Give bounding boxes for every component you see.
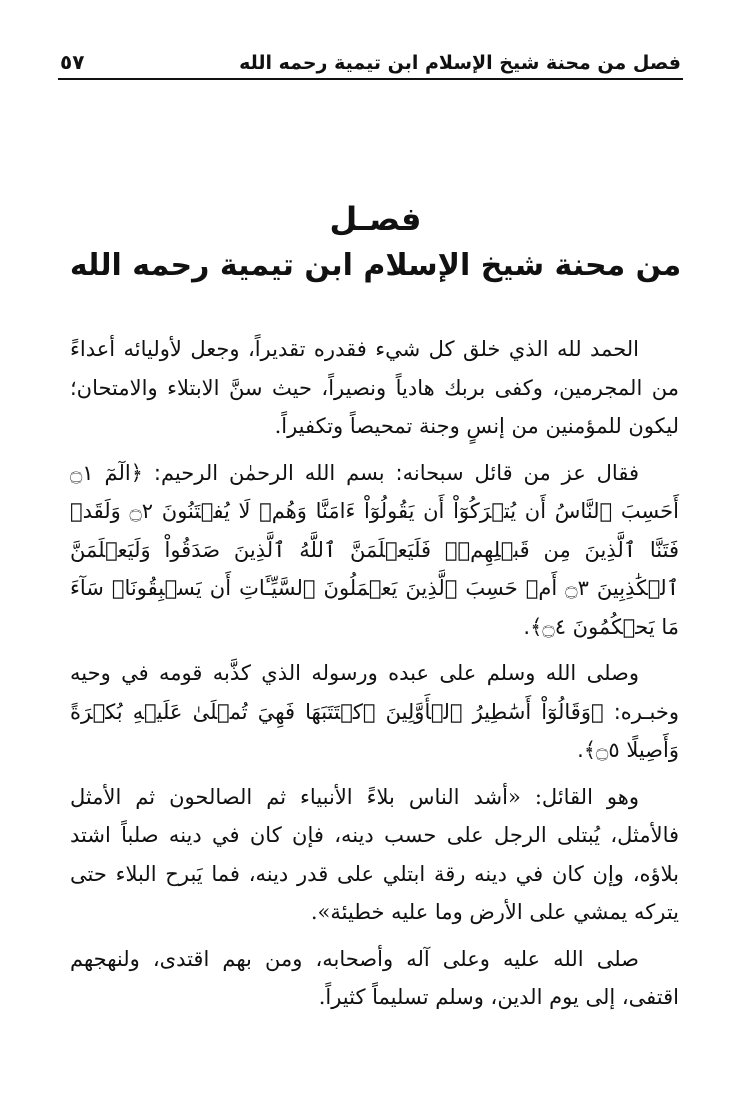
running-title: فصل من محنة شيخ الإسلام ابن تيمية رحمه الله [239, 52, 681, 74]
chapter-heading [60, 195, 691, 289]
paragraph-quran-furqan: وصلى الله وسلم على عبده ورسوله الذي كذَّبه قومه في وحيه وخبـره: ﴿وَقَالُوٓاْ أَسَٰطِيرُ ٱلۡأَوَّلِينَ ٱكۡتَتَبَهَا فَهِيَ تُمۡلَىٰ عَلَيۡهِ بُكۡرَةً وَأَصِيلًا ۝٥﴾. [70, 661, 679, 762]
paragraph-closing: صلى الله عليه وعلى آله وأصحابه، ومن بهم اقتدى، ولنهجهم اقتفى، إلى يوم الدين، وسلم تسليماً كثيراً. [70, 946, 679, 1009]
chapter-title: من محنة شيخ الإسلام ابن تيمية رحمه الله [69, 248, 682, 283]
body-text [70, 330, 679, 1025]
page-number: ٥٧ [60, 50, 85, 74]
running-header [60, 40, 681, 74]
header-rule [58, 78, 683, 80]
paragraph-quran-ankabut: فقال عز من قائل سبحانه: بسم الله الرحمٰن الرحيم: ﴿الٓمٓ ۝١ أَحَسِبَ ٱلنَّاسُ أَن يُتۡرَكُوٓاْ أَن يَقُولُوٓاْ ءَامَنَّا وَهُمۡ لَا يُفۡتَنُونَ ۝٢ وَلَقَدۡ فَتَنَّا ٱلَّذِينَ مِن قَبۡلِهِمۡۖ فَلَيَعۡلَمَنَّ ٱللَّهُ ٱلَّذِينَ صَدَقُواْ وَلَيَعۡلَمَنَّ ٱلۡكَٰذِبِينَ ۝٣ أَمۡ حَسِبَ ٱلَّذِينَ يَعۡمَلُونَ ٱلسَّيِّـَٔاتِ أَن يَسۡبِقُونَاۚ سَآءَ مَا يَحۡكُمُونَ ۝٤﴾. [70, 460, 679, 639]
paragraph-hadith: وهو القائل: «أشد الناس بلاءً الأنبياء ثم الصالحون ثم الأمثل فالأمثل، يُبتلى الرجل على حسب دينه، فإن كان في دينه صلباً اشتد بلاؤه، وإن كان في دينه رقة ابتلي على قدر دينه، فما يَبرح البلاء حتى يتركه يمشي على الأرض وما عليه خطيئة». [70, 784, 679, 924]
chapter-label: فصـل [329, 200, 422, 238]
paragraph-praise: الحمد لله الذي خلق كل شيء فقدره تقديراً، وجعل لأوليائه أعداءً من المجرمين، وكفى بربك هادياً ونصيراً، حيث سنَّ الابتلاء والامتحان؛ ليكون للمؤمنين من إنسٍ وجنة تمحيصاً وتكفيراً. [70, 337, 679, 438]
